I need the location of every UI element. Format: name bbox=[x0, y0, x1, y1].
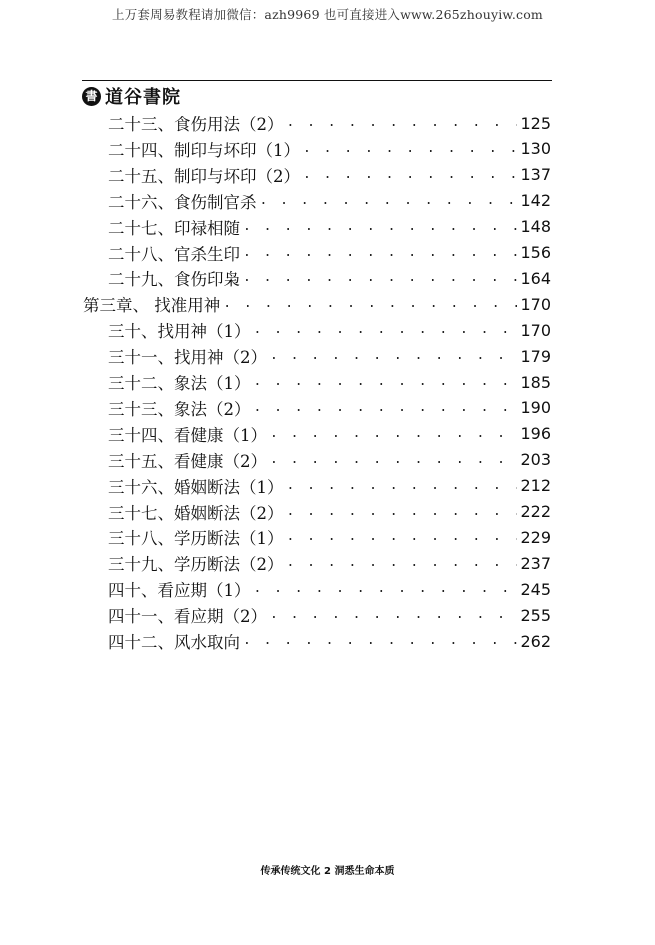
brand-header bbox=[82, 84, 181, 108]
toc-entry[interactable] bbox=[108, 524, 551, 550]
toc-entry-page: 185 bbox=[520, 372, 551, 392]
toc-entry-page: 179 bbox=[520, 346, 551, 366]
toc-entry-title: 三十五、看健康（2） bbox=[108, 451, 267, 471]
toc-entry-page: 262 bbox=[520, 631, 551, 651]
toc-entry-title: 三十八、学历断法（1） bbox=[108, 529, 284, 549]
toc-entry[interactable] bbox=[108, 317, 551, 343]
toc-entry[interactable] bbox=[108, 240, 551, 266]
dot-leader bbox=[270, 343, 517, 369]
toc-entry[interactable] bbox=[108, 395, 551, 421]
toc-entry-page: 196 bbox=[520, 424, 551, 444]
toc-entry-page: 164 bbox=[520, 268, 551, 288]
toc-entry-page: 142 bbox=[520, 191, 551, 211]
toc-entry[interactable] bbox=[108, 162, 551, 188]
toc-entry-title: 二十六、食伤制官杀 bbox=[108, 192, 257, 212]
toc-entry[interactable] bbox=[108, 136, 551, 162]
toc-entry-title: 四十二、风水取向 bbox=[108, 633, 240, 652]
dot-leader bbox=[254, 369, 518, 395]
dot-leader bbox=[287, 524, 518, 550]
toc-entry-title: 二十九、食伤印枭 bbox=[108, 270, 240, 290]
toc-entry-title: 三十六、婚姻断法（1） bbox=[108, 477, 284, 497]
toc-chapter-entry[interactable] bbox=[83, 291, 551, 317]
toc-entry-title: 二十三、食伤用法（2） bbox=[108, 115, 284, 134]
toc-entry-page: 170 bbox=[520, 320, 551, 340]
toc-entry-page: 125 bbox=[520, 113, 551, 133]
toc-entry-page: 203 bbox=[520, 450, 551, 470]
dot-leader bbox=[303, 136, 517, 162]
toc-entry[interactable] bbox=[108, 421, 551, 447]
page-footer: 传承传统文化 2 洞悉生命本质 bbox=[260, 866, 395, 877]
toc-entry-title: 二十七、印禄相随 bbox=[108, 218, 240, 238]
dot-leader bbox=[287, 473, 518, 499]
dot-leader bbox=[287, 110, 518, 136]
toc-entry[interactable] bbox=[108, 473, 551, 499]
toc-entry[interactable] bbox=[108, 214, 551, 240]
toc-entry-title: 三十三、象法（2） bbox=[108, 399, 251, 419]
toc-entry-title: 四十一、看应期（2） bbox=[108, 607, 267, 627]
toc-entry[interactable] bbox=[108, 576, 551, 602]
brand-name: 道谷書院 bbox=[105, 87, 181, 108]
header-rule bbox=[82, 80, 552, 81]
toc-entry[interactable] bbox=[108, 628, 551, 654]
toc-entry[interactable] bbox=[108, 499, 551, 525]
toc-entry-title: 三十四、看健康（1） bbox=[108, 425, 267, 445]
toc-entry-title: 四十、看应期（1） bbox=[108, 581, 251, 601]
dot-leader bbox=[303, 162, 517, 188]
dot-leader bbox=[243, 214, 517, 240]
toc-entry-page: 255 bbox=[520, 605, 551, 625]
toc-entry-page: 237 bbox=[520, 553, 551, 573]
toc-entry-page: 190 bbox=[520, 398, 551, 418]
toc-entry-page: 148 bbox=[520, 217, 551, 237]
watermark-text: 上万套周易教程请加微信：azh9969 也可直接进入www.265zhouyiw.com bbox=[112, 7, 543, 22]
dot-leader bbox=[223, 291, 517, 317]
dot-leader bbox=[254, 317, 518, 343]
dot-leader bbox=[287, 550, 518, 576]
toc-entry-page: 229 bbox=[520, 527, 551, 547]
dot-leader bbox=[243, 628, 517, 654]
toc-entry-title: 三十、找用神（1） bbox=[108, 322, 251, 342]
toc-entry-page: 212 bbox=[520, 476, 551, 496]
toc-entry-title: 二十八、官杀生印 bbox=[108, 244, 240, 264]
toc-entry[interactable] bbox=[108, 265, 551, 291]
toc-entry[interactable] bbox=[108, 369, 551, 395]
dot-leader bbox=[254, 395, 518, 421]
toc-entry-title: 三十九、学历断法（2） bbox=[108, 555, 284, 575]
dot-leader bbox=[254, 576, 518, 602]
toc-entry[interactable] bbox=[108, 447, 551, 473]
dot-leader bbox=[270, 421, 517, 447]
toc-entry[interactable] bbox=[108, 343, 551, 369]
toc-entry-page: 130 bbox=[520, 139, 551, 159]
toc-entry[interactable] bbox=[108, 188, 551, 214]
dot-leader bbox=[287, 499, 518, 525]
dot-leader bbox=[243, 265, 517, 291]
dot-leader bbox=[243, 240, 517, 266]
toc-entry-title: 二十五、制印与坏印（2） bbox=[108, 166, 300, 186]
toc-entry-title: 三十七、婚姻断法（2） bbox=[108, 503, 284, 523]
toc-entry-page: 222 bbox=[520, 502, 551, 521]
dot-leader bbox=[270, 447, 517, 473]
dot-leader bbox=[260, 188, 518, 214]
toc-entry[interactable] bbox=[108, 602, 551, 628]
toc-entry-page: 245 bbox=[520, 579, 551, 599]
toc-entry-page: 137 bbox=[520, 165, 551, 185]
seal-logo-icon: 書 bbox=[82, 87, 101, 106]
toc-entry-title: 三十二、象法（1） bbox=[108, 374, 251, 393]
toc-entry[interactable] bbox=[108, 550, 551, 576]
toc-entry-page: 170 bbox=[520, 294, 551, 314]
toc-entry-title: 三十一、找用神（2） bbox=[108, 348, 267, 368]
toc-entry[interactable] bbox=[108, 110, 551, 136]
toc-entry-page: 156 bbox=[520, 243, 551, 262]
dot-leader bbox=[270, 602, 517, 628]
toc-entry-title: 二十四、制印与坏印（1） bbox=[108, 140, 300, 160]
toc-entry-title: 第三章、 找准用神 bbox=[83, 296, 221, 316]
